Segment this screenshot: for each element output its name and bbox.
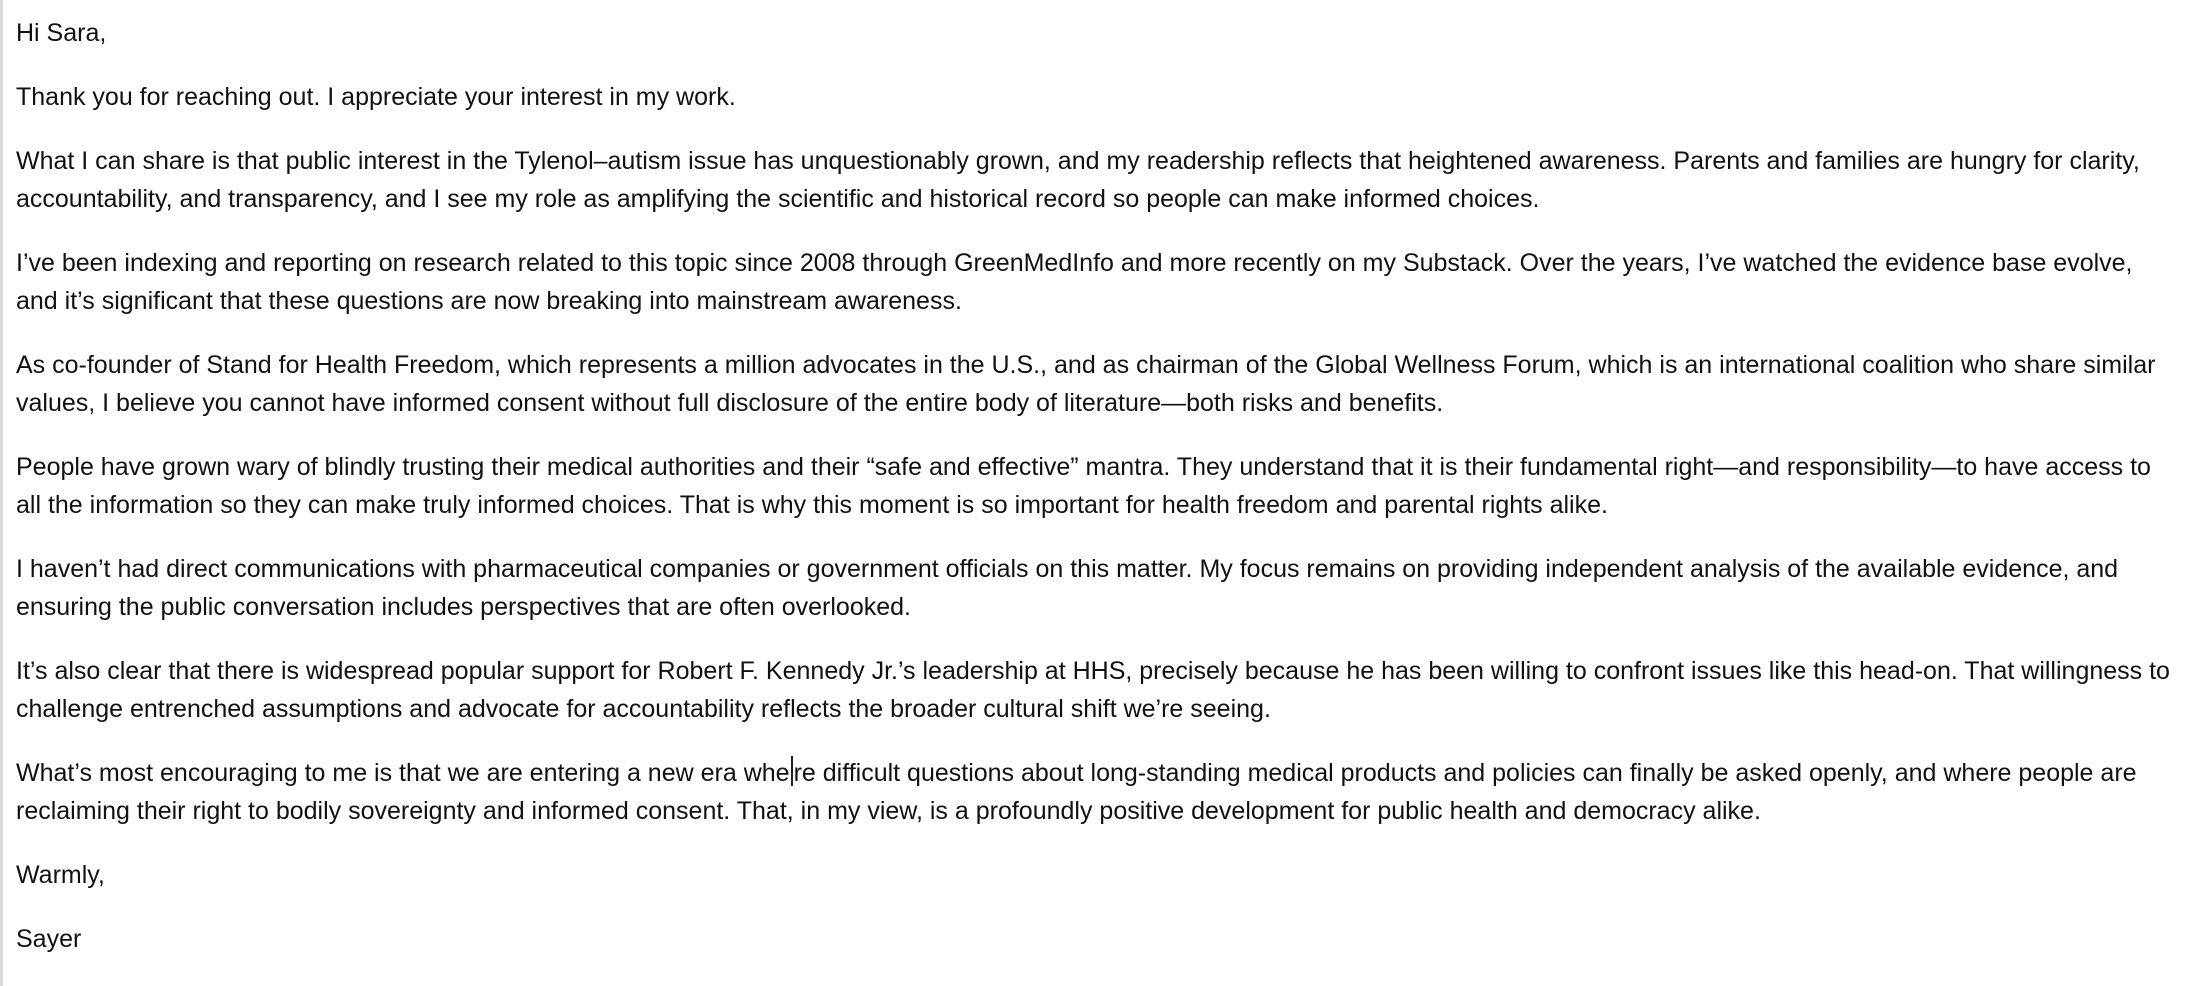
email-greeting: Hi Sara, (16, 19, 107, 47)
email-body-editor[interactable] (16, 14, 2176, 958)
email-signature: Sayer (16, 925, 82, 953)
email-paragraph-4: As co-founder of Stand for Health Freedom, which represents a million advocates in the U.S., and as chairman of the Global Wellness Forum, which is an international coalition who share similar values, I believe you cannot have informed consent without full disclosure of the entire body of literature—both risks and benefits. (16, 351, 2156, 417)
email-paragraph-1: Thank you for reaching out. I appreciate your interest in my work. (16, 83, 736, 111)
editor-left-border (0, 0, 3, 986)
email-paragraph-5: People have grown wary of blindly trusting their medical authorities and their “safe and effective” mantra. They understand that it is their fundamental right—and responsibility—to have access to all the information so they can make truly informed choices. That is why this moment is so important for health freedom and parental rights alike. (16, 453, 2151, 519)
email-paragraph-8 (16, 754, 2176, 830)
email-paragraph-7: It’s also clear that there is widespread popular support for Robert F. Kennedy Jr.’s leadership at HHS, precisely because he has been willing to confront issues like this head-on. That willingness to challenge entrenched assumptions and advocate for accountability reflects the broader cultural shift we’re seeing. (16, 657, 2170, 723)
text-caret (791, 756, 793, 786)
email-paragraph-2: What I can share is that public interest in the Tylenol–autism issue has unquestionably grown, and my readership reflects that heightened awareness. Parents and families are hungry for clarity, accountability, and transparency, and I see my role as amplifying the scientific and historical record so people can make informed choices. (16, 147, 2140, 213)
paragraph-8-text-before-caret: What’s most encouraging to me is that we are entering a new era whe (16, 759, 790, 787)
email-closing: Warmly, (16, 861, 105, 889)
email-paragraph-6: I haven’t had direct communications with pharmaceutical companies or government officials on this matter. My focus remains on providing independent analysis of the available evidence, and ensuring the public conversation includes perspectives that are often overlooked. (16, 555, 2119, 621)
paragraph-8-text-after-caret: re difficult questions about long-standing medical products and policies can finally be asked openly, and where people are reclaiming their right to bodily sovereignty and informed consent. That, in my view, is a profoundly positive development for public health and democracy alike. (16, 759, 2137, 825)
email-paragraph-3: I’ve been indexing and reporting on research related to this topic since 2008 through GreenMedInfo and more recently on my Substack. Over the years, I’ve watched the evidence base evolve, and it’s significant that these questions are now breaking into mainstream awareness. (16, 249, 2133, 315)
